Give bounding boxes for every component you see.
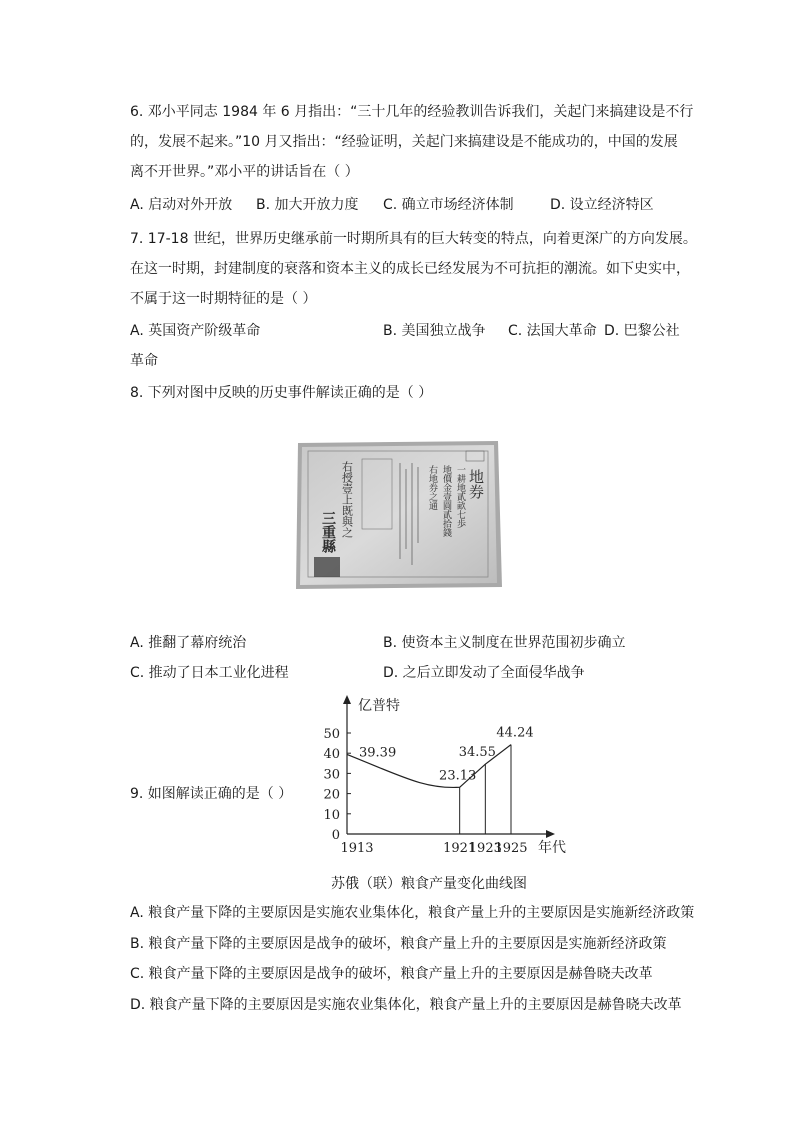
q7-line-3: 不属于这一时期特征的是（ ） [130,291,317,307]
x-axis-label: 年代 [538,840,566,856]
q9-stem: 9. 如图解读正确的是（ ） [130,786,293,802]
q9-option-d: D. 粮食产量下降的主要原因是实施农业集体化，粮食产量上升的主要原因是赫鲁晓夫改革 [130,997,682,1013]
q7-option-d-wrap: 革命 [130,353,158,369]
y-tick-label: 20 [323,787,340,803]
q8-option-d: D. 之后立即发动了全面侵华战争 [383,665,585,681]
chart-caption: 苏俄（联）粮食产量变化曲线图 [331,876,527,892]
q6-option-b: B. 加大开放力度 [256,197,359,213]
deed-line-2: 地價金壹圓貳拾錢 [441,465,451,537]
q6-option-d: D. 设立经济特区 [550,197,654,213]
deed-line-3: 右地券之通 [427,465,437,510]
x-tick-label: 1923 [468,841,502,856]
land-deed-photo [292,439,504,591]
deed-line-1: 一耕地貳畝七歩 [455,465,465,528]
data-label: 44.24 [496,725,534,741]
data-label: 39.39 [359,745,397,761]
y-tick-label: 10 [323,807,340,823]
x-tick-label: 1925 [494,841,528,856]
q7-option-a: A. 英国资产阶级革命 [130,323,261,339]
x-axis-arrow [546,830,555,838]
q9-option-c: C. 粮食产量下降的主要原因是战争的破坏，粮食产量上升的主要原因是赫鲁晓夫改革 [130,966,653,982]
y-axis-label: 亿普特 [358,698,400,714]
y-tick-label: 50 [323,727,340,742]
q9-option-a: A. 粮食产量下降的主要原因是实施农业集体化，粮食产量上升的主要原因是实施新经济政策 [130,905,695,921]
deed-seal-text: 三重縣 [320,511,336,553]
q8-option-b: B. 使资本主义制度在世界范围初步确立 [383,635,626,651]
q8-option-a: A. 推翻了幕府统治 [130,635,247,651]
q7-option-b: B. 美国独立战争 [383,323,486,339]
q7-line-2: 在这一时期，封建制度的衰落和资本主义的成长已经发展为不可抗拒的潮流。如下史实中， [130,261,690,277]
q8-option-c: C. 推动了日本工业化进程 [130,665,289,681]
q7-option-c: C. 法国大革命 [508,323,597,339]
axes [347,698,548,834]
q6-option-a: A. 启动对外开放 [130,197,233,213]
data-label: 34.55 [458,745,496,761]
q6-line-3: 离不开世界。”邓小平的讲话旨在（ ） [130,164,359,180]
q6-line-2: 的，发展不起来。”10 月又指出：“经验证明，关起门来搞建设是不能成功的，中国的发展 [130,134,678,150]
y-tick-label: 30 [323,767,340,783]
q9-option-b: B. 粮食产量下降的主要原因是战争的破坏，粮食产量上升的主要原因是实施新经济政策 [130,936,667,952]
y-tick-label: 40 [323,747,340,763]
q7-option-d: D. 巴黎公社 [604,323,680,339]
q6-line-1: 6. 邓小平同志 1984 年 6 月指出：“三十几年的经验教训告诉我们，关起门来搞建设是不行 [130,104,694,120]
deed-left-text: 右授壹上既與之 [340,461,354,538]
grain-output-chart [320,692,580,857]
data-label: 23.13 [439,768,477,784]
q8-stem: 8. 下列对图中反映的历史事件解读正确的是（ ） [130,385,433,401]
seal-stamp [314,557,340,577]
deed-header: 地券 [467,469,485,499]
q6-option-c: C. 确立市场经济体制 [383,197,514,213]
y-tick-label: 0 [331,828,340,843]
q7-line-1: 7. 17-18 世纪，世界历史继承前一时期所具有的巨大转变的特点，向着更深广的方向发展。 [130,231,697,247]
x-tick-label: 1913 [340,841,374,856]
x-tick-label: 1921 [443,841,477,856]
y-axis-arrow [343,695,351,704]
